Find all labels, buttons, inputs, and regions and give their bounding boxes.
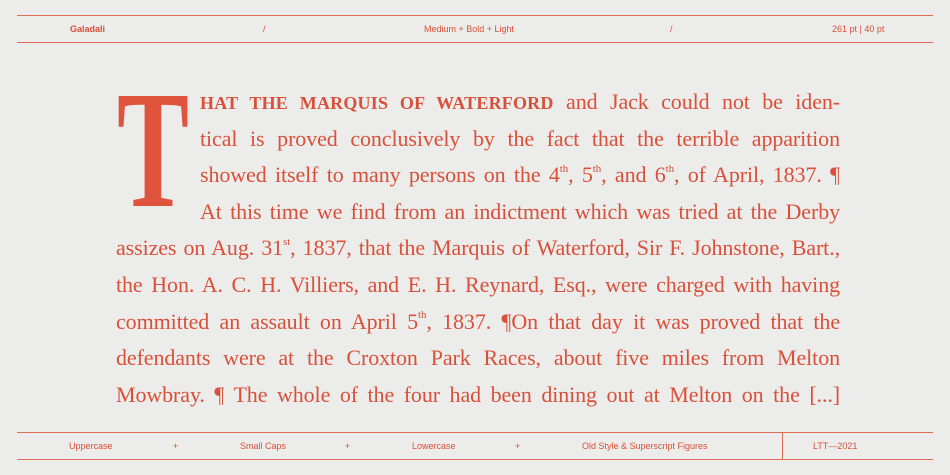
- plus-separator: +: [345, 441, 351, 451]
- font-weights: Medium + Bold + Light: [424, 24, 515, 34]
- drop-cap: [116, 57, 190, 243]
- specimen-paragraph: [116, 57, 840, 413]
- header-bar: [17, 15, 933, 43]
- font-sizes: 261 pt | 40 pt: [832, 24, 885, 34]
- specimen-line: HAT THE MARQUIS OF WATERFORD and Jack could not be iden-: [200, 89, 840, 114]
- feature-lowercase: Lowercase: [412, 441, 456, 451]
- plus-separator: +: [515, 441, 521, 451]
- drop-cap-letter: T: [117, 57, 189, 243]
- specimen-line: At this time we find from an indictment which was tried at the Derby: [200, 198, 840, 224]
- specimen-line: defendants were at the Croxton Park Races, about five miles from Melton: [116, 345, 840, 371]
- specimen-line: committed an assault on April 5th, 1837. ¶On that day it was proved that the: [116, 308, 840, 334]
- specimen-line: the Hon. A. C. H. Villiers, and E. H. Reynard, Esq., were charged with having: [116, 271, 840, 297]
- specimen-line: tical is proved conclusively by the fact that the terrible apparition: [200, 125, 840, 151]
- specimen-line: Mowbray. ¶ The whole of the four had been dining out at Melton on the [...]: [116, 381, 840, 407]
- header-separator: /: [263, 24, 266, 34]
- footer-divider: [782, 433, 783, 459]
- specimen-line: assizes on Aug. 31st, 1837, that the Marquis of Waterford, Sir F. Johnstone, Bart.,: [116, 235, 840, 261]
- credit-label: LTT—2021: [813, 441, 858, 451]
- feature-figures: Old Style & Superscript Figures: [582, 441, 708, 451]
- footer-bar: [17, 432, 933, 460]
- feature-uppercase: Uppercase: [69, 441, 113, 451]
- feature-small-caps: Small Caps: [240, 441, 287, 451]
- header-separator: /: [670, 24, 673, 34]
- plus-separator: +: [173, 441, 179, 451]
- font-name: Galadali: [70, 24, 106, 34]
- specimen-line: showed itself to many persons on the 4th, 5th, and 6th, of April, 1837. ¶: [200, 162, 840, 188]
- lead-in-caps: HAT THE MARQUIS OF WATERFORD: [200, 93, 554, 113]
